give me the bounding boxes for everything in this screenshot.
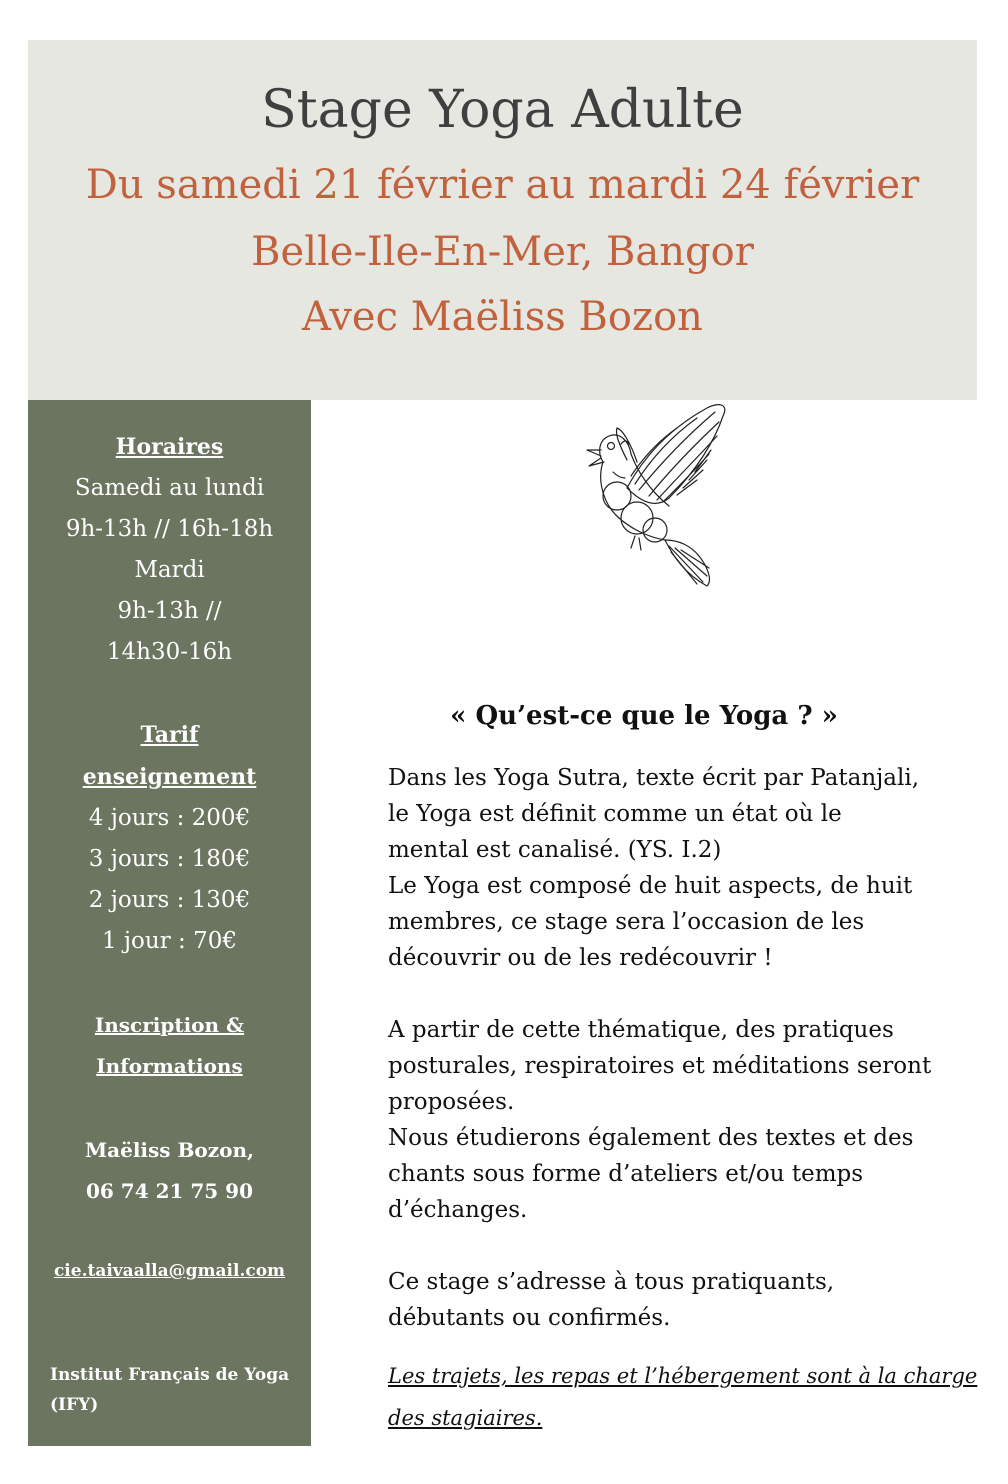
- horaires-heading: Horaires: [115, 434, 224, 460]
- paragraph-line: d’échanges.: [388, 1197, 528, 1223]
- paragraph-line: découvrir ou de les redécouvrir !: [388, 945, 773, 971]
- tarif-heading: Tarif: [140, 722, 199, 748]
- paragraph-line: A partir de cette thématique, des pratiques: [388, 1017, 894, 1043]
- paragraph-line: chants sous forme d’ateliers et/ou temps: [388, 1161, 864, 1187]
- flyer: [28, 40, 977, 1446]
- paragraph-line: mental est canalisé. (YS. I.2): [388, 837, 722, 863]
- inscription-heading: Inscription &: [94, 1013, 245, 1037]
- horaires-line: 9h-13h //: [117, 598, 222, 624]
- tarif-line: 2 jours : 130€: [88, 887, 251, 913]
- horaires-line: 9h-13h // 16h-18h: [65, 516, 274, 542]
- institute-abbr: (IFY): [50, 1395, 99, 1415]
- event-location: Belle-Ile-En-Mer, Bangor: [251, 229, 754, 275]
- event-teacher: Avec Maëliss Bozon: [302, 294, 703, 340]
- contact-phone: 06 74 21 75 90: [85, 1179, 253, 1203]
- paragraph-line: membres, ce stage sera l’occasion de les: [388, 909, 865, 935]
- info-sidebar: [28, 400, 311, 1446]
- tarif-line: 4 jours : 200€: [88, 805, 251, 831]
- contact-email[interactable]: cie.taivaalla@gmail.com: [53, 1261, 286, 1281]
- paragraph-line: posturales, respiratoires et méditations seront: [388, 1053, 932, 1079]
- contact-name: Maëliss Bozon,: [85, 1138, 254, 1162]
- paragraph-line: le Yoga est définit comme un état où le: [388, 801, 842, 827]
- footnote-line: des stagiaires.: [388, 1406, 543, 1430]
- section-title: « Qu’est-ce que le Yoga ? »: [450, 701, 838, 731]
- horaires-line: Mardi: [134, 557, 205, 583]
- header-banner: [28, 40, 977, 400]
- horaires-line: 14h30-16h: [106, 639, 233, 665]
- horaires-line: Samedi au lundi: [74, 475, 265, 501]
- main-content: [311, 400, 977, 1446]
- paragraph-line: débutants ou confirmés.: [388, 1305, 671, 1331]
- flyer-title: Stage Yoga Adulte: [261, 80, 744, 140]
- event-dates: Du samedi 21 février au mardi 24 février: [85, 162, 920, 208]
- paragraph-line: Le Yoga est composé de huit aspects, de huit: [388, 873, 913, 899]
- tarif-line: 3 jours : 180€: [88, 846, 251, 872]
- paragraph-line: Ce stage s’adresse à tous pratiquants,: [388, 1269, 835, 1295]
- institute-name: Institut Français de Yoga: [50, 1365, 290, 1385]
- paragraph-line: Nous étudierons également des textes et des: [388, 1125, 914, 1151]
- paragraph-line: proposées.: [388, 1089, 515, 1115]
- inscription-heading: Informations: [96, 1054, 243, 1078]
- paragraph-line: Dans les Yoga Sutra, texte écrit par Patanjali,: [388, 765, 919, 791]
- tarif-line: 1 jour : 70€: [101, 928, 237, 954]
- bird-icon: [557, 400, 747, 600]
- footnote-line: Les trajets, les repas et l’hébergement sont à la charge: [388, 1364, 978, 1388]
- tarif-heading: enseignement: [82, 764, 257, 790]
